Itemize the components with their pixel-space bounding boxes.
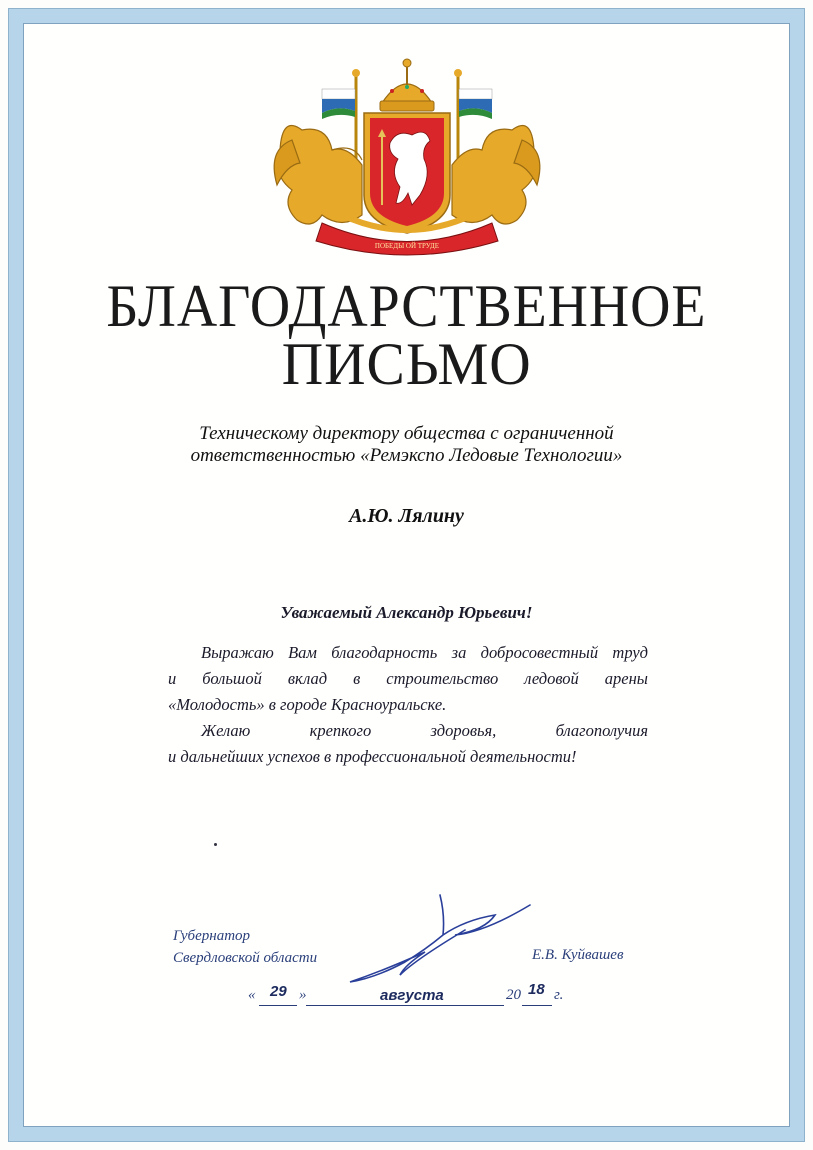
ink-dot: [214, 843, 217, 846]
date-day: 29: [270, 983, 287, 1000]
signatory-title: [173, 925, 317, 969]
month-underline: [306, 1005, 504, 1006]
salutation: Уважаемый Александр Юрьевич!: [280, 603, 533, 622]
date-close-quote: »: [299, 987, 307, 1003]
date-open-quote: «: [248, 987, 256, 1003]
date-year-label: г.: [554, 987, 564, 1003]
date-year-suffix: 18: [528, 981, 545, 998]
signatory-title-line: Губернатор: [173, 928, 251, 944]
year-underline: [522, 1005, 552, 1006]
body-line: Выражаю Вам благодарность за добросовестный труд: [201, 643, 648, 662]
left-griffin-icon: [274, 126, 362, 225]
addressee-block: [120, 423, 693, 467]
day-underline: [259, 1005, 297, 1006]
date-line: [248, 983, 578, 1013]
handwritten-signature: [345, 890, 545, 990]
addressee-line: ответственностью «Ремэкспо Ледовые Технологии»: [190, 445, 623, 466]
document-title-line1: БЛАГОДАРСТВЕННОЕ: [106, 273, 707, 339]
body-line: и большой вклад в строительство ледовой арены: [168, 669, 648, 688]
letter-body: [168, 640, 648, 770]
shield-icon: [364, 113, 450, 233]
date-year-prefix: 20: [506, 987, 521, 1003]
date-month: августа: [380, 987, 444, 1004]
body-line: Желаю крепкого здоровья, благополучия: [201, 721, 648, 740]
recipient-name: А.Ю. Лялину: [349, 505, 464, 527]
addressee-line: Техническому директору общества с ограниченной: [199, 423, 614, 444]
coat-of-arms-emblem: [262, 55, 552, 265]
body-line: «Молодость» в городе Красноуральске.: [168, 695, 447, 714]
body-line: и дальнейших успехов в профессиональной деятельности!: [168, 747, 577, 766]
crown-icon: [380, 59, 434, 111]
right-griffin-icon: [452, 126, 540, 225]
signatory-title-line: Свердловской области: [173, 950, 318, 966]
motto-text: ПОБЕДЫ ОЙ ТРУДЕ: [374, 242, 440, 250]
document-title-line2: ПИСЬМО: [281, 331, 532, 397]
signatory-name: Е.В. Куйвашев: [532, 947, 624, 963]
